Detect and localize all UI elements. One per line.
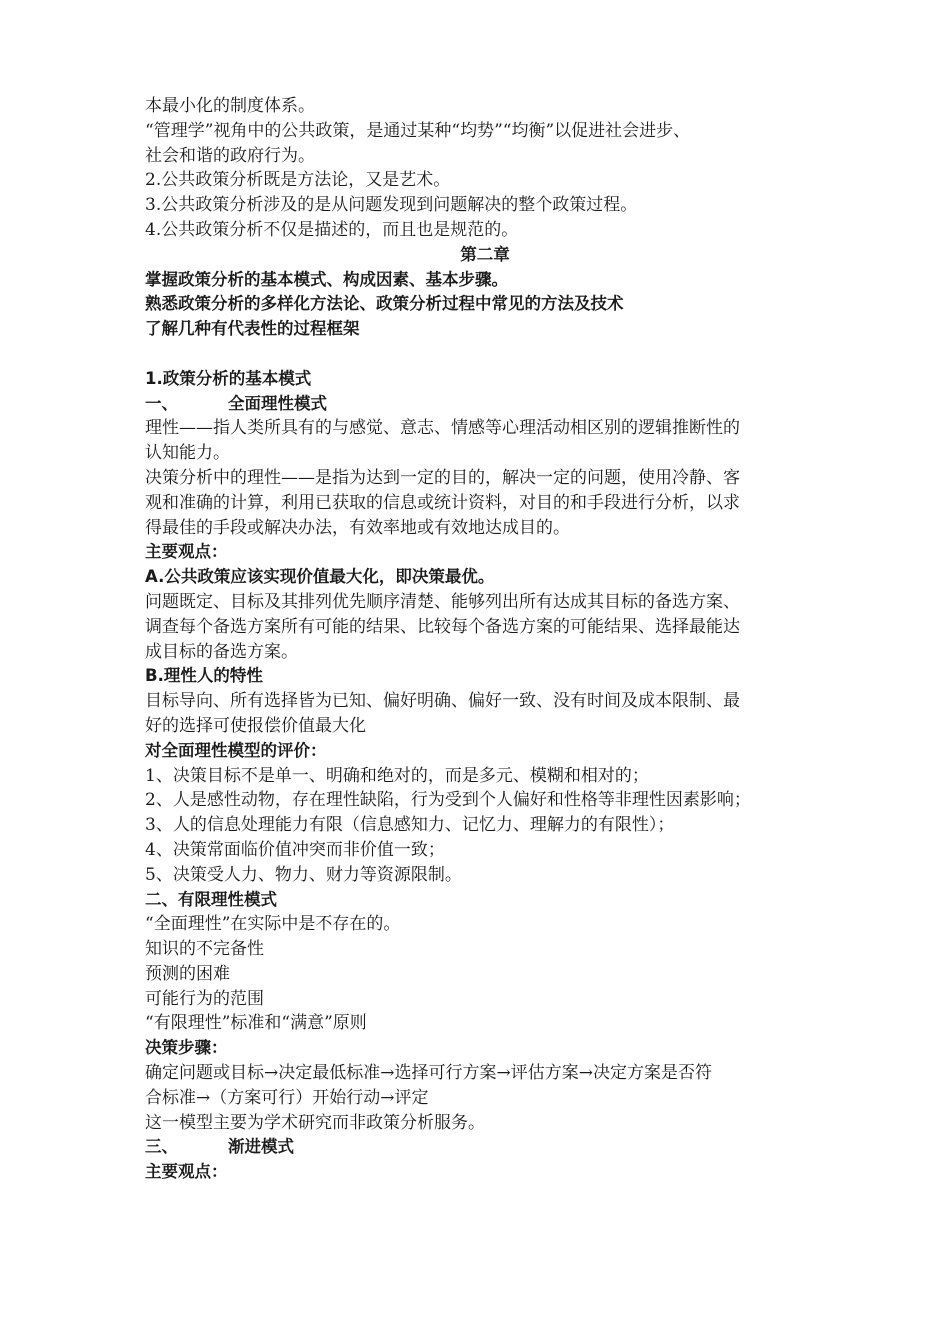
- list-item: 1、决策目标不是单一、明确和绝对的，而是多元、模糊和相对的；: [145, 765, 649, 786]
- list-item: 4、决策常面临价值冲突而非价值一致；: [145, 839, 445, 860]
- paragraph-line: 社会和谐的政府行为。: [145, 145, 315, 166]
- document-body: [145, 94, 825, 1185]
- chapter-title: 第二章: [460, 244, 510, 264]
- paragraph-line: 调查每个备选方案所有可能的结果、比较每个备选方案的可能结果、选择最能达: [145, 616, 740, 637]
- paragraph-line: 好的选择可使报偿价值最大化: [145, 715, 366, 736]
- paragraph-line: “管理学”视角中的公共政策，是通过某种“均势”“均衡”以促进社会进步、: [145, 120, 691, 141]
- subsection-heading: 二、有限理性模式: [145, 889, 277, 909]
- paragraph-line: 得最佳的手段或解决办法，有效率地或有效地达成目的。: [145, 517, 570, 538]
- paragraph-line: 认知能力。: [145, 443, 230, 464]
- subsection-number: 一、: [145, 393, 178, 413]
- evaluation-heading: 对全面理性模型的评价：: [145, 740, 327, 760]
- objective-line: 熟悉政策分析的多样化方法论、政策分析过程中常见的方法及技术: [145, 294, 624, 314]
- paragraph-line: 知识的不完备性: [145, 939, 264, 960]
- paragraph-line: 预测的困难: [145, 963, 230, 984]
- objective-line: 了解几种有代表性的过程框架: [145, 319, 360, 339]
- list-item: 2.公共政策分析既是方法论，又是艺术。: [145, 170, 451, 191]
- paragraph-line: 问题既定、目标及其排列优先顺序清楚、能够列出所有达成其目标的备选方案、: [145, 591, 740, 612]
- subsection-number: 三、: [145, 1137, 178, 1157]
- point-heading: A.公共政策应该实现价值最大化，即决策最优。: [145, 567, 495, 587]
- paragraph-line: “有限理性”标准和“满意”原则: [145, 1013, 367, 1034]
- paragraph-line: 理性——指人类所具有的与感觉、意志、情感等心理活动相区别的逻辑推断性的: [145, 418, 740, 439]
- list-item: 3.公共政策分析涉及的是从问题发现到问题解决的整个政策过程。: [145, 195, 638, 216]
- steps-heading: 决策步骤：: [145, 1038, 228, 1058]
- list-item: 5、决策受人力、物力、财力等资源限制。: [145, 864, 462, 885]
- list-item: 3、人的信息处理能力有限（信息感知力、记忆力、理解力的有限性）；: [145, 815, 675, 836]
- blank-line: [145, 342, 825, 367]
- paragraph-line: “全面理性”在实际中是不存在的。: [145, 914, 401, 935]
- paragraph-line: 决策分析中的理性——是指为达到一定的目的，解决一定的问题，使用冷静、客: [145, 467, 740, 488]
- paragraph-line: 观和准确的计算，利用已获取的信息或统计资料，对目的和手段进行分析，以求: [145, 492, 740, 513]
- list-item: 2、人是感性动物，存在理性缺陷，行为受到个人偏好和性格等非理性因素影响；: [145, 790, 751, 811]
- paragraph-line: 确定问题或目标→决定最低标准→选择可行方案→评估方案→决定方案是否符: [145, 1063, 712, 1084]
- paragraph-line: 合标准→（方案可行）开始行动→评定: [145, 1087, 429, 1108]
- key-points-heading: 主要观点：: [145, 1162, 228, 1182]
- paragraph-line: 本最小化的制度体系。: [145, 96, 315, 116]
- point-heading: B.理性人的特性: [145, 666, 263, 686]
- paragraph-line: 这一模型主要为学术研究而非政策分析服务。: [145, 1112, 485, 1133]
- subsection-title: 渐进模式: [228, 1137, 294, 1157]
- objective-line: 掌握政策分析的基本模式、构成因素、基本步骤。: [145, 269, 508, 289]
- paragraph-line: 目标导向、所有选择皆为已知、偏好明确、偏好一致、没有时间及成本限制、最: [145, 691, 740, 712]
- list-item: 4.公共政策分析不仅是描述的，而且也是规范的。: [145, 219, 519, 240]
- paragraph-line: 成目标的备选方案。: [145, 641, 298, 662]
- paragraph-line: 可能行为的范围: [145, 988, 264, 1009]
- subsection-heading: [145, 1135, 825, 1160]
- section-heading: 1.政策分析的基本模式: [145, 368, 312, 388]
- key-points-heading: 主要观点：: [145, 542, 228, 562]
- subsection-title: 全面理性模式: [228, 393, 327, 413]
- subsection-heading: [145, 392, 825, 417]
